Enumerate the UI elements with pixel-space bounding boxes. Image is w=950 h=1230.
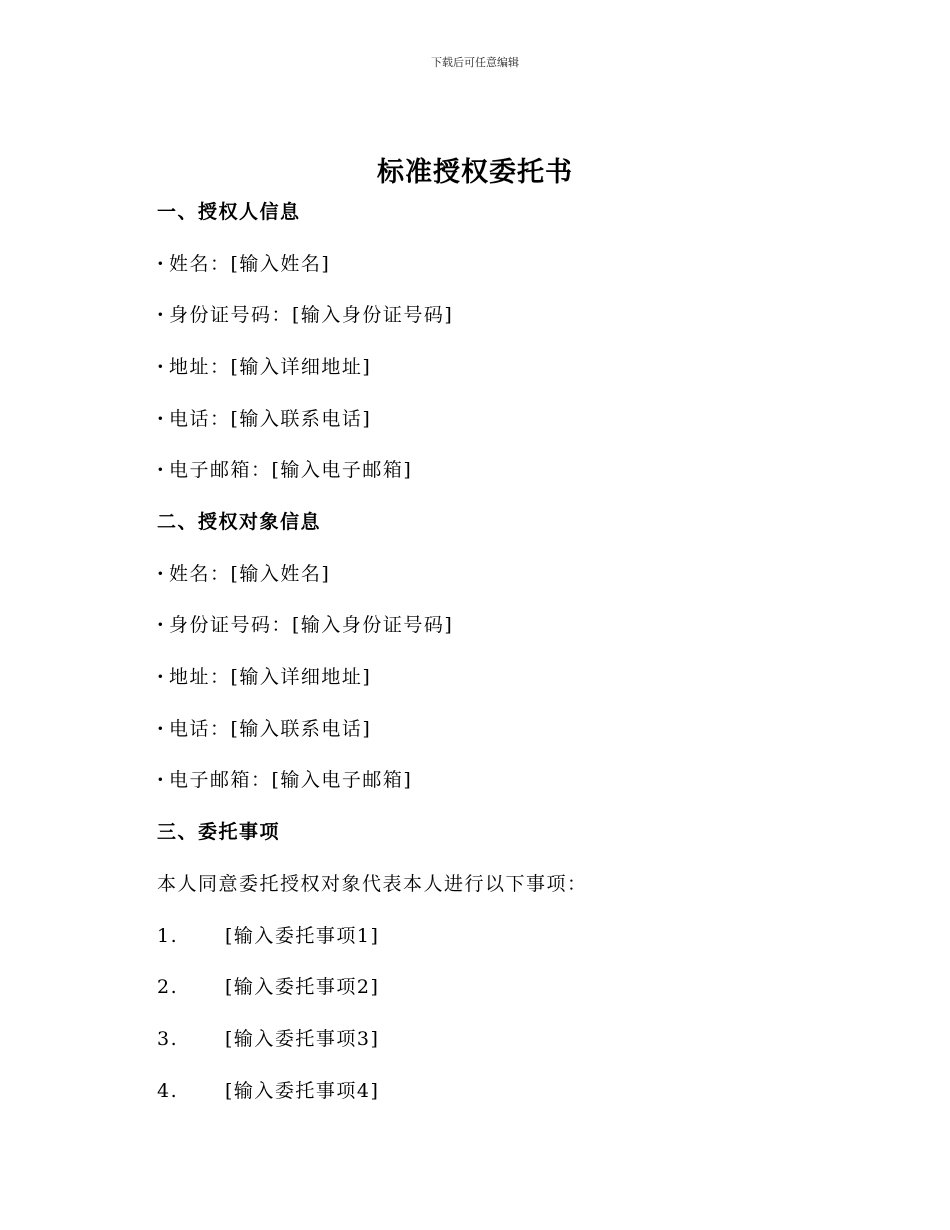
item-number: 2. bbox=[157, 976, 179, 998]
document-title: 标准授权委托书 bbox=[377, 157, 573, 188]
bullet: · bbox=[157, 666, 166, 688]
list-item bbox=[157, 765, 412, 792]
list-item bbox=[157, 404, 371, 431]
list-item bbox=[157, 300, 453, 327]
list-item bbox=[157, 455, 412, 482]
numbered-item bbox=[157, 921, 379, 948]
bullet: · bbox=[157, 356, 166, 378]
list-item bbox=[157, 714, 371, 741]
list-item bbox=[157, 249, 330, 276]
item-number: 4. bbox=[157, 1080, 179, 1102]
list-item-text: 地址：[输入详细地址] bbox=[169, 356, 372, 378]
bullet: · bbox=[157, 459, 166, 481]
item-text: [输入委托事项2] bbox=[225, 976, 380, 998]
bullet: · bbox=[157, 614, 166, 636]
numbered-item bbox=[157, 1076, 379, 1103]
list-item bbox=[157, 559, 330, 586]
list-item-text: 身份证号码：[输入身份证号码] bbox=[169, 614, 454, 636]
bullet: · bbox=[157, 769, 166, 791]
section3-heading: 三、委托事项 bbox=[157, 821, 281, 843]
list-item-text: 电话：[输入联系电话] bbox=[169, 408, 372, 430]
bullet: · bbox=[157, 253, 166, 275]
bullet: · bbox=[157, 563, 166, 585]
list-item-text: 姓名：[输入姓名] bbox=[169, 563, 331, 585]
list-item bbox=[157, 662, 371, 689]
section3-intro: 本人同意委托授权对象代表本人进行以下事项： bbox=[157, 873, 588, 895]
item-number: 1. bbox=[157, 925, 179, 947]
list-item-text: 身份证号码：[输入身份证号码] bbox=[169, 304, 454, 326]
bullet: · bbox=[157, 408, 166, 430]
header-note: 下载后可任意编辑 bbox=[431, 56, 519, 69]
list-item bbox=[157, 610, 453, 637]
bullet: · bbox=[157, 718, 166, 740]
list-item-text: 姓名：[输入姓名] bbox=[169, 253, 331, 275]
item-text: [输入委托事项1] bbox=[225, 925, 380, 947]
item-text: [输入委托事项4] bbox=[225, 1080, 380, 1102]
item-number: 3. bbox=[157, 1028, 179, 1050]
list-item-text: 电子邮箱：[输入电子邮箱] bbox=[169, 459, 413, 481]
section1-heading: 一、授权人信息 bbox=[157, 201, 301, 223]
numbered-item bbox=[157, 972, 379, 999]
list-item-text: 电子邮箱：[输入电子邮箱] bbox=[169, 769, 413, 791]
list-item-text: 地址：[输入详细地址] bbox=[169, 666, 372, 688]
item-text: [输入委托事项3] bbox=[225, 1028, 380, 1050]
numbered-item bbox=[157, 1024, 379, 1051]
section2-heading: 二、授权对象信息 bbox=[157, 511, 322, 533]
list-item bbox=[157, 352, 371, 379]
bullet: · bbox=[157, 304, 166, 326]
list-item-text: 电话：[输入联系电话] bbox=[169, 718, 372, 740]
